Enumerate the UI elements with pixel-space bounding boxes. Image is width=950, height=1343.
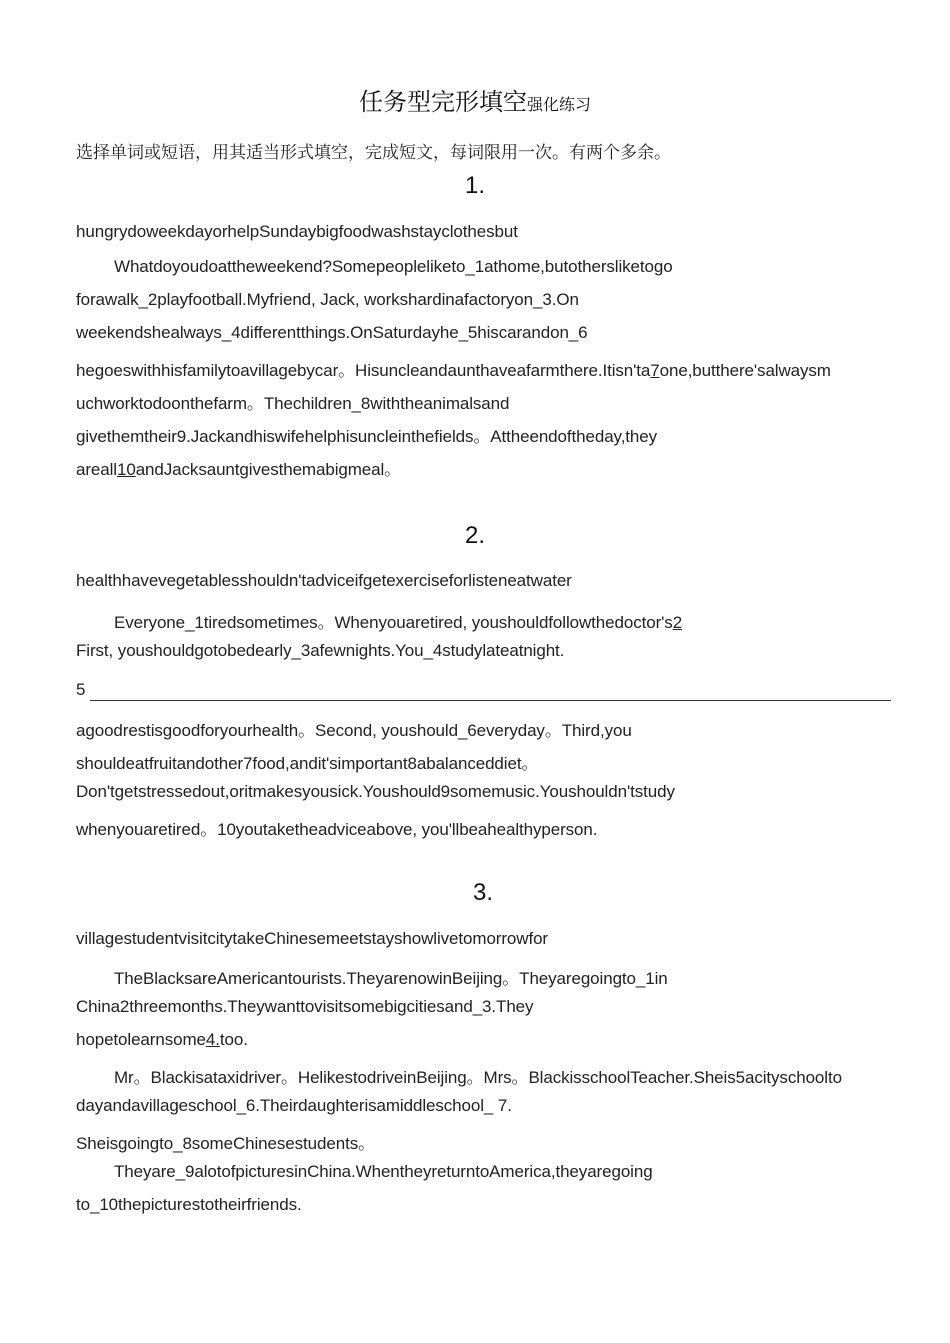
section-3-wordbank: villagestudentvisitcitytakeChinesemeetstayshowlivetomorrowfor [76, 929, 548, 948]
answer-line [90, 700, 891, 701]
section-2-line: First, youshouldgotobedearly_3afewnights.You_4studylateatnight. [76, 641, 565, 660]
title-main: 任务型完形填空 [358, 88, 527, 116]
section-2-line: Everyone_1tiredsometimes。Whenyouaretired, youshouldfollowthedoctor's2 [114, 613, 683, 632]
blank-number: 7 [650, 361, 660, 380]
section-3-line: Mr。Blackisataxidriver。HelikestodriveinBeijing。Mrs。BlackisschoolTeacher.Sheis5acityschoolto [114, 1068, 842, 1087]
section-2-line: whenyouaretired。10youtaketheadviceabove, you'llbeahealthyperson. [76, 820, 598, 839]
section-1-number: 1. [464, 172, 485, 199]
section-1-line: areall10andJacksauntgivesthemabigmeal。 [76, 460, 402, 479]
blank-number: 10 [116, 460, 136, 479]
section-1-line: forawalk_2playfootball.Myfriend, Jack, workshardinafactoryon_3.On [76, 290, 579, 309]
section-3-line: hopetolearnsome4.too. [76, 1030, 248, 1049]
section-1-line: givethemtheir9.Jackandhiswifehelphisuncleinthefields。Attheendoftheday,they [76, 427, 658, 446]
section-3-line: Sheisgoingto_8someChinesestudents。 [76, 1134, 376, 1153]
section-2-line: agoodrestisgoodforyourhealth。Second, youshould_6everyday。Third,you [76, 721, 632, 740]
section-2-wordbank: healthhavevegetablesshouldn'tadviceifgetexerciseforlisteneatwater [76, 571, 572, 590]
section-3-line: China2threemonths.Theywanttovisitsomebigcitiesand_3.They [76, 997, 534, 1016]
blank-number: 4. [205, 1030, 220, 1049]
blank-number: 2 [672, 613, 683, 632]
instructions: 选择单词或短语，用其适当形式填空，完成短文，每词限用一次。有两个多余。 [76, 143, 671, 163]
section-3-line: dayandavillageschool_6.Theirdaughterisamiddleschool_ 7. [76, 1096, 512, 1115]
section-2-line: Don'tgetstressedout,oritmakesyousick.Youshould9somemusic.Youshouldn'tstudy [76, 782, 675, 801]
page-title [0, 82, 950, 117]
section-1-line: uchworktodoonthefarm。Thechildren_8withtheanimalsand [76, 394, 510, 413]
section-3-line: TheBlacksareAmericantourists.TheyarenowinBeijing。Theyaregoingto_1in [114, 969, 668, 988]
section-2-line: shouldeatfruitandother7food,andit'simportant8abalanceddiet。 [76, 754, 539, 773]
section-1-line: weekendshealways_4differentthings.OnSaturdayhe_5hiscarandon_6 [76, 323, 588, 342]
section-2-number: 2. [464, 522, 485, 549]
title-sub: 强化练习 [526, 95, 591, 114]
section-3-line: to_10thepicturestotheirfriends. [76, 1195, 302, 1214]
section-3-line: Theyare_9alotofpicturesinChina.WhentheyreturntoAmerica,theyaregoing [114, 1162, 653, 1181]
section-2-blank-5: 5 [76, 680, 86, 699]
section-1-wordbank: hungrydoweekdayorhelpSundaybigfoodwashstayclothesbut [76, 222, 518, 241]
section-1-line: hegoeswithhisfamilytoavillagebycar。Hisuncleandaunthaveafarmthere.Itisn'ta7one,butthere'salwaysm [76, 361, 831, 380]
section-1-line: Whatdoyoudoattheweekend?Somepeopleliketo_1athome,butothersliketogo [114, 257, 673, 276]
section-3-number: 3. [472, 879, 493, 906]
